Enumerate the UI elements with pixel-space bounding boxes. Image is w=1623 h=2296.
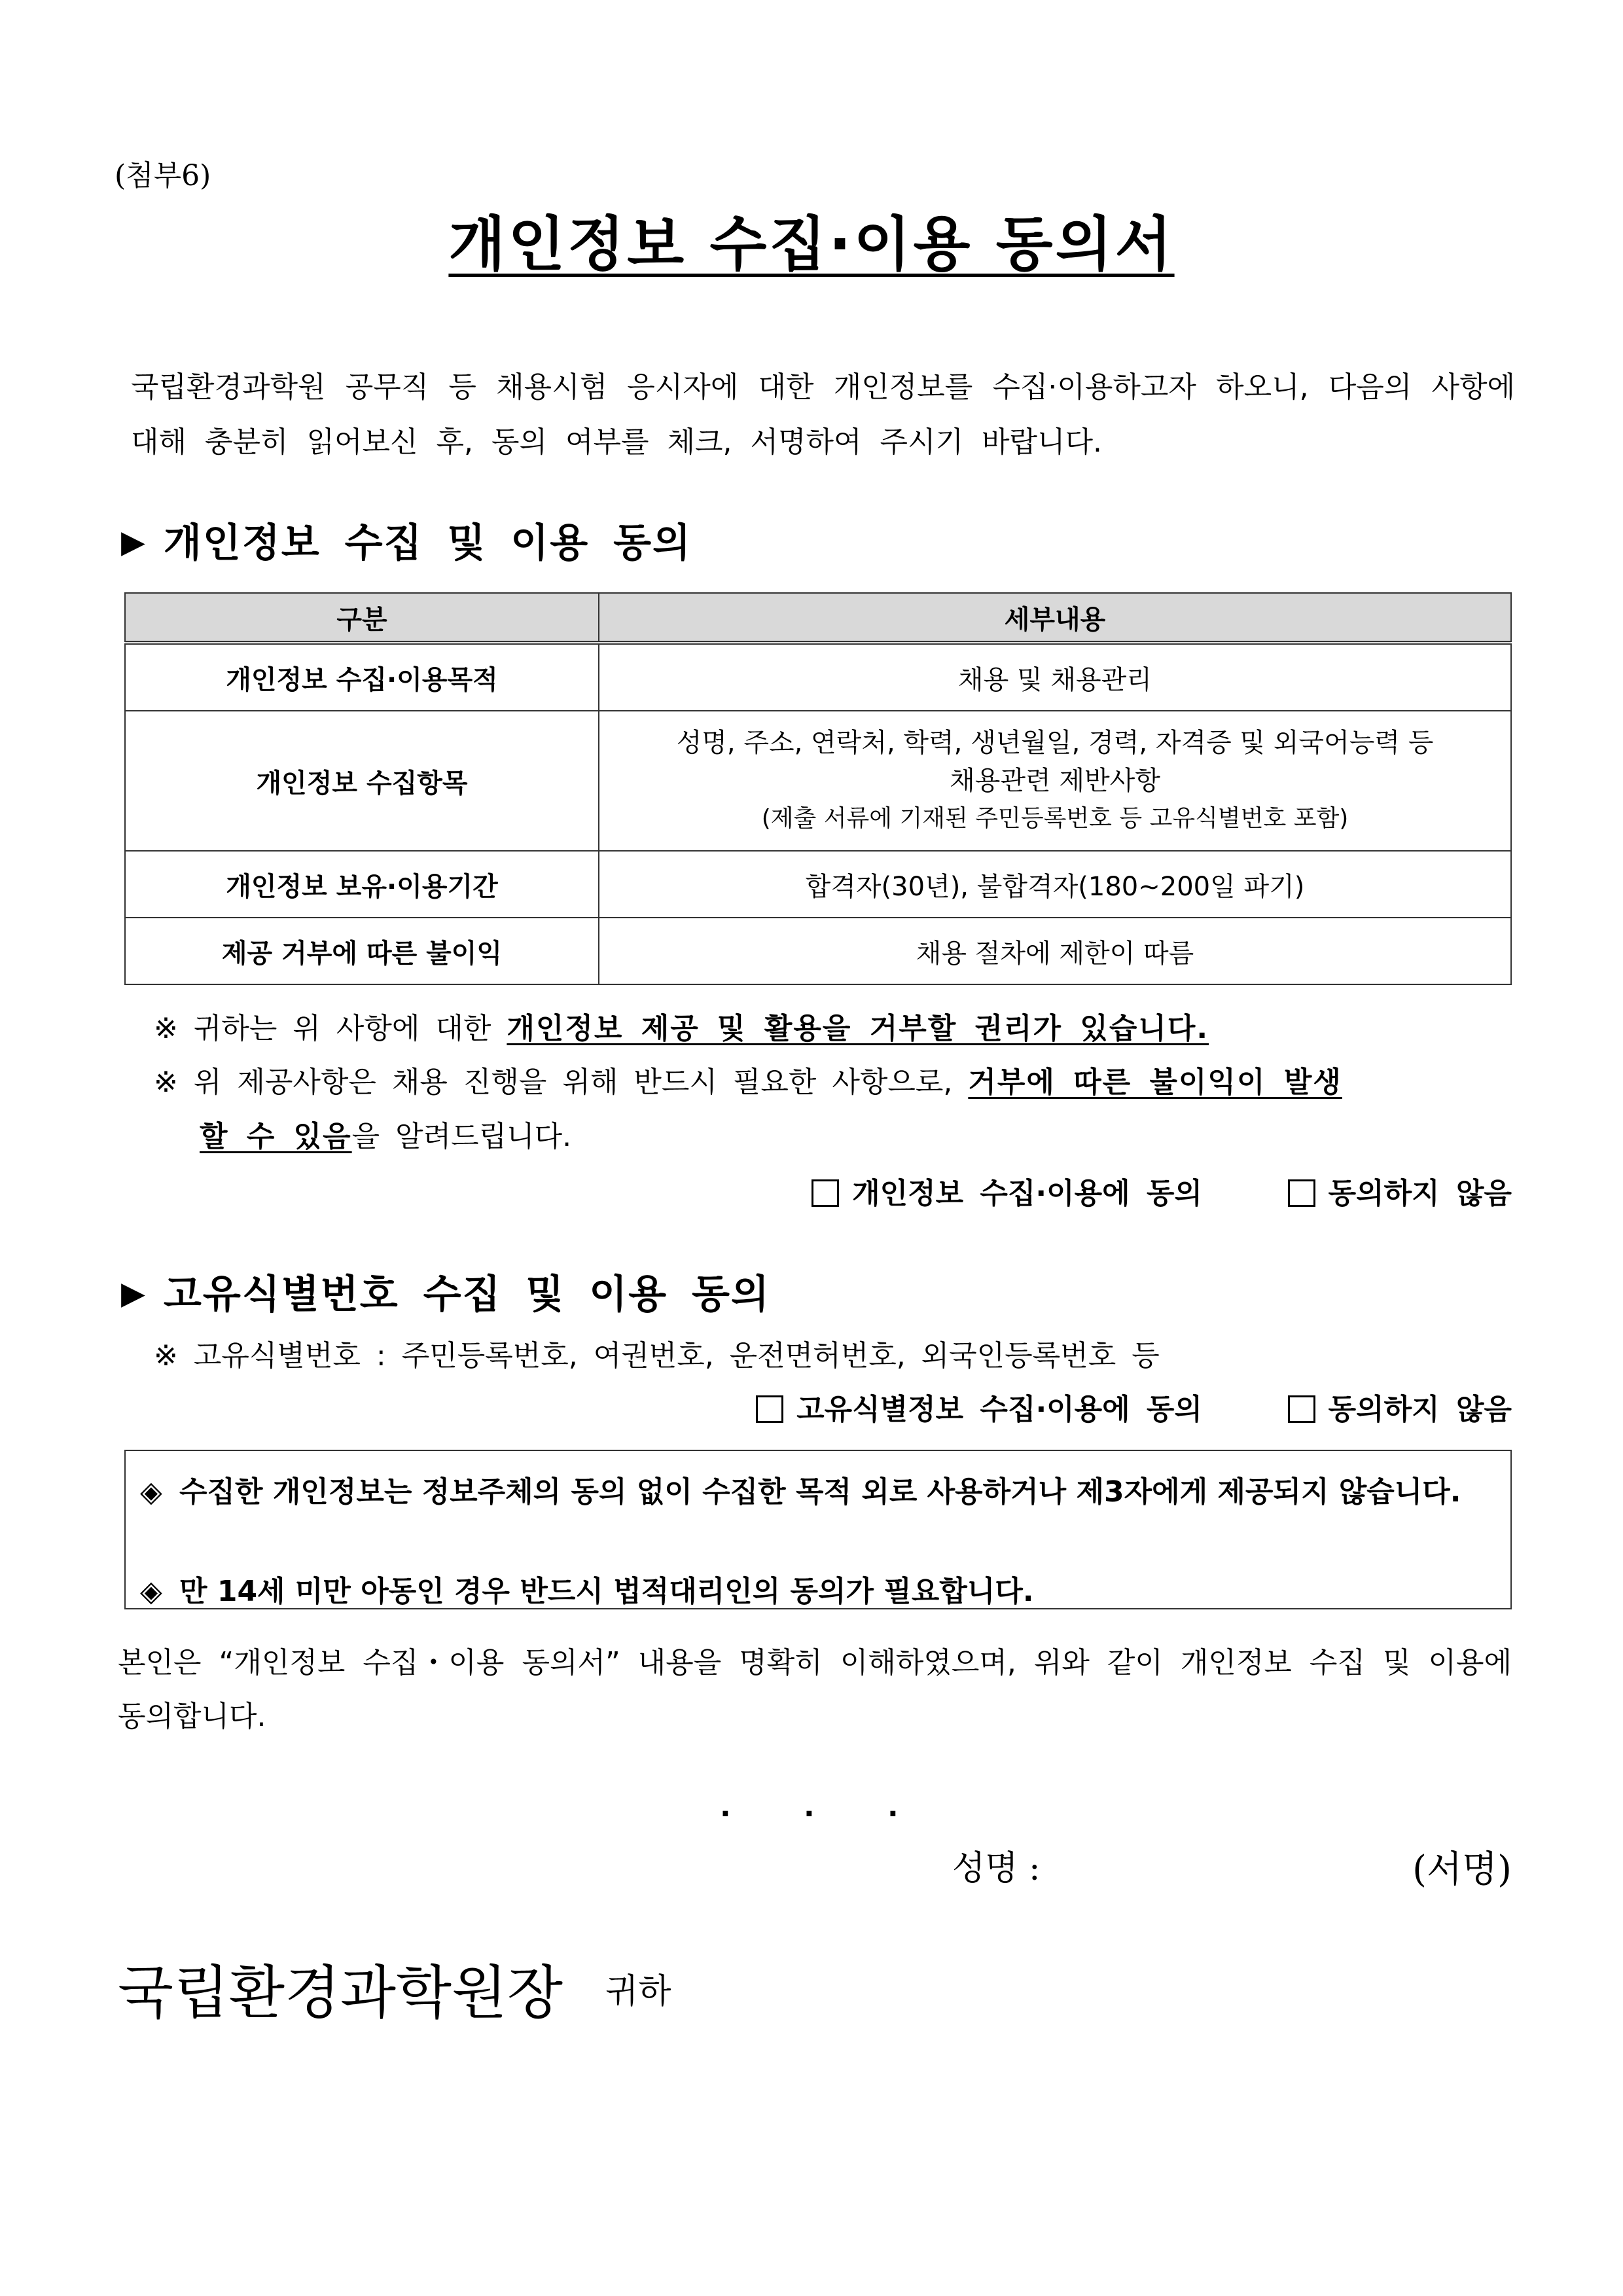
date-dot: . bbox=[720, 1790, 731, 1823]
note-text: 위 제공사항은 채용 진행을 위해 반드시 필요한 사항으로, bbox=[193, 1066, 953, 1099]
note-text: 고유식별번호 : 주민등록번호, 여권번호, 운전면허번호, 외국인등록번호 등 bbox=[193, 1339, 1160, 1372]
disagree-label: 동의하지 않음 bbox=[1328, 1177, 1512, 1210]
consent-statement: 본인은 “개인정보 수집・이용 동의서” 내용을 명확히 이해하였으며, 위와 같이 개인정보 수집 및 이용에 동의합니다. bbox=[118, 1646, 1512, 1733]
note-right-to-refuse bbox=[154, 1005, 1209, 1047]
table-header-details: 세부내용 bbox=[599, 593, 1511, 643]
addressee: 국립환경과학원장 bbox=[118, 1959, 563, 2026]
section2-title: 고유식별번호 수집 및 이용 동의 bbox=[163, 1272, 770, 1318]
section1-heading bbox=[121, 512, 692, 568]
privacy-table bbox=[124, 592, 1512, 985]
note-mark: ※ bbox=[154, 1012, 178, 1045]
note-disadvantage bbox=[154, 1058, 1512, 1100]
disagree-checkbox[interactable] bbox=[1288, 1395, 1315, 1423]
date-dot: . bbox=[804, 1790, 815, 1823]
section1-title: 개인정보 수집 및 이용 동의 bbox=[163, 520, 692, 566]
agree-checkbox[interactable] bbox=[756, 1395, 783, 1423]
note-emphasis: 거부에 따른 불이익이 발생 bbox=[968, 1066, 1342, 1099]
note-emphasis: 할 수 있음 bbox=[200, 1120, 352, 1153]
table-header-category: 구분 bbox=[125, 593, 599, 643]
note-disadvantage-cont bbox=[200, 1113, 571, 1155]
notice-text: 수집한 개인정보는 정보주체의 동의 없이 수집한 목적 외로 사용하거나 제3자에게 제공되지 않습니다. bbox=[179, 1475, 1461, 1509]
notice-item bbox=[140, 1568, 1488, 1609]
section2-heading bbox=[121, 1263, 770, 1319]
signature-label: (서명) bbox=[1412, 1848, 1512, 1891]
row-key: 개인정보 수집항목 bbox=[125, 711, 599, 851]
triangle-icon: ▶ bbox=[121, 1275, 147, 1312]
honorific: 귀하 bbox=[605, 1972, 671, 2011]
note-text: 귀하는 위 사항에 대한 bbox=[193, 1012, 491, 1045]
table-row bbox=[125, 643, 1511, 711]
table-row bbox=[125, 711, 1511, 851]
row-value: 채용 및 채용관리 bbox=[599, 643, 1511, 711]
notice-box bbox=[124, 1450, 1512, 1609]
diamond-icon: ◈ bbox=[140, 1575, 162, 1608]
agree-label: 고유식별정보 수집·이용에 동의 bbox=[796, 1393, 1202, 1426]
disagree-label: 동의하지 않음 bbox=[1328, 1393, 1512, 1426]
row-value-line1: 성명, 주소, 연락처, 학력, 생년월일, 경력, 자격증 및 외국어능력 등 bbox=[676, 728, 1434, 758]
note-text: 을 알려드립니다. bbox=[351, 1120, 572, 1153]
date-placeholder bbox=[720, 1790, 971, 1823]
table-row bbox=[125, 851, 1511, 918]
page-title-text: 개인정보 수집·이용 동의서 bbox=[448, 210, 1175, 279]
note-mark: ※ bbox=[154, 1066, 178, 1099]
note-emphasis: 개인정보 제공 및 활용을 거부할 권리가 있습니다. bbox=[507, 1012, 1209, 1045]
row-value-line2: 채용관련 제반사항 bbox=[950, 766, 1160, 796]
agree-label: 개인정보 수집·이용에 동의 bbox=[852, 1177, 1202, 1210]
consent2-options bbox=[756, 1386, 1512, 1427]
intro-paragraph: 국립환경과학원 공무직 등 채용시험 응시자에 대한 개인정보를 수집·이용하고자 하오니, 다음의 사항에 대해 충분히 읽어보신 후, 동의 여부를 체크, 서명하여 주시기 바랍니다. bbox=[131, 370, 1515, 459]
agree-checkbox[interactable] bbox=[812, 1179, 839, 1207]
row-value: 합격자(30년), 불합격자(180~200일 파기) bbox=[599, 851, 1511, 918]
row-key: 개인정보 수집·이용목적 bbox=[125, 643, 599, 711]
note-mark: ※ bbox=[154, 1339, 178, 1372]
date-dot: . bbox=[887, 1790, 899, 1823]
table-row bbox=[125, 918, 1511, 984]
notice-item bbox=[140, 1472, 1488, 1513]
disagree-checkbox[interactable] bbox=[1288, 1179, 1315, 1207]
triangle-icon: ▶ bbox=[121, 524, 147, 560]
row-key: 개인정보 보유·이용기간 bbox=[125, 851, 599, 918]
page-title bbox=[0, 196, 1623, 281]
row-value-multiline bbox=[599, 711, 1511, 851]
row-value-note: (제출 서류에 기재된 주민등록번호 등 고유식별번호 포함) bbox=[761, 805, 1349, 832]
unique-id-note bbox=[154, 1332, 1160, 1374]
notice-text: 만 14세 미만 아동인 경우 반드시 법적대리인의 동의가 필요합니다. bbox=[179, 1575, 1034, 1608]
name-label: 성명 : bbox=[952, 1849, 1041, 1888]
consent1-options bbox=[812, 1170, 1512, 1211]
attachment-label: (첨부6) bbox=[115, 159, 211, 192]
row-value: 채용 절차에 제한이 따름 bbox=[599, 918, 1511, 984]
row-key: 제공 거부에 따른 불이익 bbox=[125, 918, 599, 984]
diamond-icon: ◈ bbox=[140, 1475, 162, 1509]
